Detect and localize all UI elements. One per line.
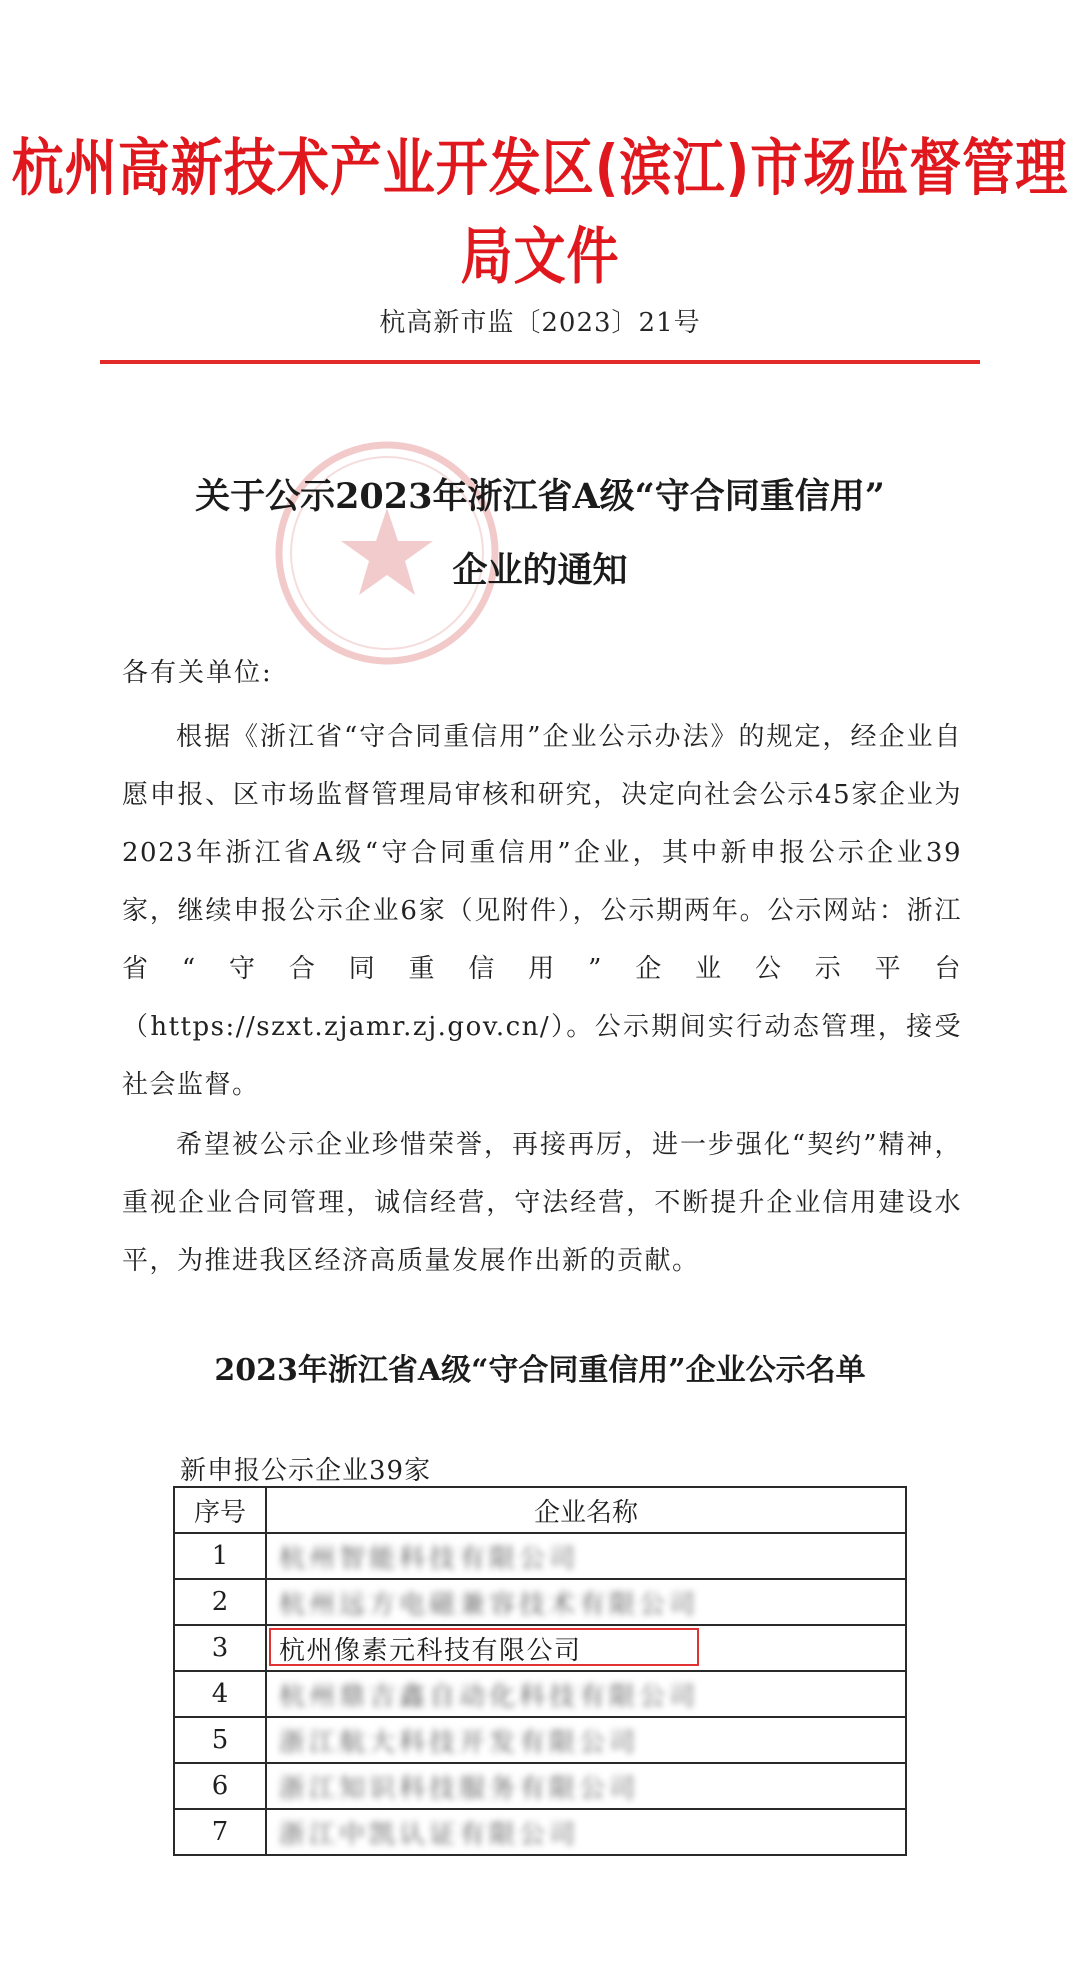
table-row bbox=[174, 1579, 906, 1625]
document-number: 杭高新市监〔2023〕21号 bbox=[379, 308, 701, 338]
row-company-name bbox=[266, 1717, 906, 1763]
table-row bbox=[174, 1763, 906, 1809]
row-company-name bbox=[266, 1809, 906, 1855]
notice-title bbox=[0, 460, 1080, 608]
header-company-name: 企业名称 bbox=[266, 1487, 906, 1533]
row-company-name bbox=[266, 1579, 906, 1625]
salutation: 各有关单位: bbox=[122, 658, 273, 688]
blurred-company-name: 浙江知识科技服务有限公司 bbox=[279, 1773, 640, 1804]
document-header-title: 杭州高新技术产业开发区(滨江)市场监督管理局文件 bbox=[11, 133, 1069, 293]
body-paragraph-1: 根据《浙江省“守合同重信用”企业公示办法》的规定，经企业自愿申报、区市场监督管理局审核和研究，决定向社会公示45家企业为2023年浙江省A级“守合同重信用”企业，其中新申报公示企业39家，继续申报公示企业6家（见附件），公示期两年。公示网站：浙江省“守合同重信用”企业公示平台（https://szxt.zjamr.zj.gov.cn/）。公示期间实行动态管理，接受社会监督。 bbox=[122, 722, 962, 1100]
header-seq: 序号 bbox=[174, 1487, 266, 1533]
row-company-name bbox=[266, 1625, 906, 1671]
blurred-company-name: 杭州智能科技有限公司 bbox=[279, 1543, 580, 1574]
body-paragraph-2: 希望被公示企业珍惜荣誉，再接再厉，进一步强化“契约”精神，重视企业合同管理，诚信经营，守法经营，不断提升企业信用建设水平，为推进我区经济高质量发展作出新的贡献。 bbox=[122, 1130, 962, 1276]
row-seq: 6 bbox=[174, 1763, 266, 1809]
row-seq: 5 bbox=[174, 1717, 266, 1763]
blurred-company-name: 杭州鼎吉鑫自动化科技有限公司 bbox=[279, 1681, 700, 1712]
row-seq: 1 bbox=[174, 1533, 266, 1579]
table-row bbox=[174, 1671, 906, 1717]
row-company-name bbox=[266, 1671, 906, 1717]
highlighted-company-name: 杭州像素元科技有限公司 bbox=[279, 1635, 582, 1666]
row-seq: 2 bbox=[174, 1579, 266, 1625]
table-caption: 新申报公示企业39家 bbox=[180, 1456, 432, 1486]
notice-title-line1: 关于公示2023年浙江省A级“守合同重信用” bbox=[195, 476, 885, 517]
row-company-name bbox=[266, 1533, 906, 1579]
table-row bbox=[174, 1533, 906, 1579]
row-seq: 3 bbox=[174, 1625, 266, 1671]
blurred-company-name: 浙江航大科技开发有限公司 bbox=[279, 1727, 640, 1758]
table-row-highlighted bbox=[174, 1625, 906, 1671]
row-seq: 7 bbox=[174, 1809, 266, 1855]
blurred-company-name: 浙江中凯认证有限公司 bbox=[279, 1819, 580, 1850]
red-divider bbox=[100, 360, 980, 364]
row-company-name bbox=[266, 1763, 906, 1809]
row-seq: 4 bbox=[174, 1671, 266, 1717]
list-title: 2023年浙江省A级“守合同重信用”企业公示名单 bbox=[214, 1353, 866, 1388]
table-row bbox=[174, 1809, 906, 1855]
blurred-company-name: 杭州远方电磁兼容技术有限公司 bbox=[279, 1589, 700, 1620]
notice-title-line2: 企业的通知 bbox=[452, 550, 628, 591]
company-table bbox=[173, 1486, 907, 1856]
table-header-row bbox=[174, 1487, 906, 1533]
table-row bbox=[174, 1717, 906, 1763]
